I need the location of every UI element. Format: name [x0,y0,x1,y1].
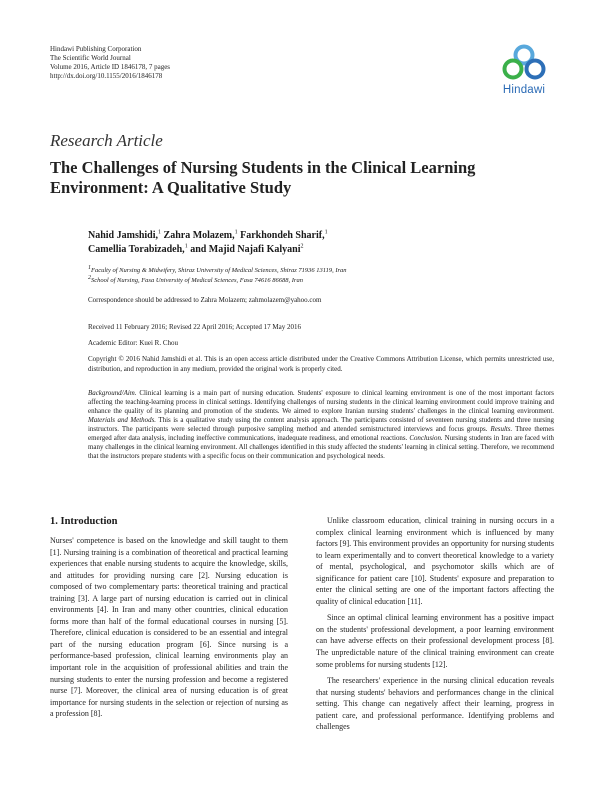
hindawi-logo-icon [500,44,548,82]
author-affiliation-mark: 1 [158,229,162,236]
author-name: and Majid Najafi Kalyani [190,244,301,255]
author-list [88,229,554,257]
logo-text: Hindawi [502,84,546,96]
abstract-results-text: Three themes emerged after data analysis, including ineffective communications, inadequate readiness, and emotional reactions. [88,425,554,443]
author-name: Nahid Jamshidi, [88,230,159,241]
hindawi-logo [494,44,554,104]
article-type: Research Article [50,131,163,150]
affiliation-item: $^1$Faculty of Nursing & Midwifery, Shiraz University of Medical Sciences, Shiraz 71936 13119, Iran [88,264,347,274]
abstract-conclusion-text: Nursing students in Iran are faced with many challenges in the clinical learning environment. All challenges identified in this study affected the students' learning in clinical setting. Therefore, we recommend that the instructors prepare students with a specific focus on their communication and psychological needs. [88,434,554,461]
abstract-background-text: Clinical learning is a main part of nursing education. Students' exposure to clinical learning environment is one of the most important factors affecting the teaching-learning process in clinical settings. Identifying challenges of nursing students in the clinical learning environment could improve training and enhance the quality of its planning and promotion of the students. We aimed to explore Iranian nursing students' challenges in the clinical learning environment. [88,389,554,416]
author-affiliation-mark: 1 [324,229,328,236]
body-paragraph: Nurses' competence is based on the knowledge and skill taught to them [1]. Nursing training is a combination of theoretical and practical learning experiences that enable nursing students to acquire the knowledge, skills, and attitudes for providing nursing care [2]. Nursing education is composed of two complementary parts: theoretical training and practical training [3]. A large part of nursing education is carried out in clinical environments [4]. In Iran and many other countries, clinical education forms more than half of the formal educational courses in nursing [5]. Therefore, clinical education is considered to be an essential and integral part of the nursing education program [6]. Since nursing is a performance-based profession, clinical learning environments play an important role in the acquisition of professional abilities and train the nursing students to enter the nursing profession and become a registered nurse [7]. Moreover, the clinical area of nursing education is of great importance for nursing students in the selection or rejection of nursing as a profession [8]. [50,536,288,719]
body-paragraph: Unlike classroom education, clinical training in nursing occurs in a complex clinical learning environment which is influenced by many factors [9]. This environment provides an opportunity for nursing students to learn experimentally and to convert theoretical knowledge to a variety of mental, psychological, and psychomotor skills which are of significance for patient care [10]. Students' exposure and preparation to enter the clinical setting are one of the important factors affecting the quality of clinical education [11]. [316,516,554,606]
article-title: The Challenges of Nursing Students in the Clinical Learning Environment: A Qualitative Study [50,158,476,197]
author-name: Camellia Torabizadeh, [88,244,185,255]
affiliation-item: $^2$School of Nursing, Fasa University of Medical Sciences, Fasa 74616 86688, Iran [88,274,303,284]
section-heading: 1. Introduction [50,516,118,527]
journal-header [50,45,170,81]
author-affiliation-mark: 1 [184,243,188,250]
abstract [88,389,554,461]
received-dates: Received 11 February 2016; Revised 22 April 2016; Accepted 17 May 2016 [88,323,302,331]
author-affiliation-mark: 2 [300,243,304,250]
abstract-background-label: Background/Aim. [88,389,137,397]
abstract-methods-text: This is a qualitative study using the content analysis approach. The participants consisted of seventeen nursing students and three nursing instructors. The participants were selected through purposive sampling method and attended semistructured interviews and focus groups. [88,416,555,434]
author-name: Zahra Molazem, [163,230,235,241]
right-column [316,515,554,733]
affiliations [88,266,554,286]
author-name: Farkhondeh Sharif, [240,230,325,241]
abstract-conclusion-label: Conclusion. [409,434,443,443]
abstract-results-label: Results. [490,425,513,434]
publisher-name: Hindawi Publishing Corporation [50,45,142,53]
author-affiliation-mark: 1 [234,229,238,236]
doi-link[interactable]: http://dx.doi.org/10.1155/2016/1846178 [50,72,163,80]
left-column [50,515,288,720]
volume-line: Volume 2016, Article ID 1846178, 7 pages [50,63,171,71]
copyright-notice: Copyright © 2016 Nahid Jamshidi et al. This is an open access article distributed under the Creative Commons Attribution License, which permits unrestricted use, distribution, and reproduction in any medium, provided the original work is properly cited. [88,355,554,373]
body-paragraph: Since an optimal clinical learning environment has a positive impact on the students' professional development, a poor learning environment can have adverse effects on their professional development process [8]. The unpredictable nature of the clinical training environment can create some problems for nursing students [12]. [316,613,554,669]
correspondence: Correspondence should be addressed to Zahra Molazem; zahmolazem@yahoo.com [88,296,322,304]
abstract-methods-label: Materials and Methods. [88,416,157,425]
academic-editor: Academic Editor: Kuei R. Chou [88,339,179,347]
body-paragraph: The researchers' experience in the nursing clinical education reveals that nursing students' behaviors and performances change in the clinical setting. This change can negatively affect their learning, progress in patient care, and professional performance. Identifying problems and challenges [316,676,554,732]
journal-name: The Scientific World Journal [50,54,131,62]
